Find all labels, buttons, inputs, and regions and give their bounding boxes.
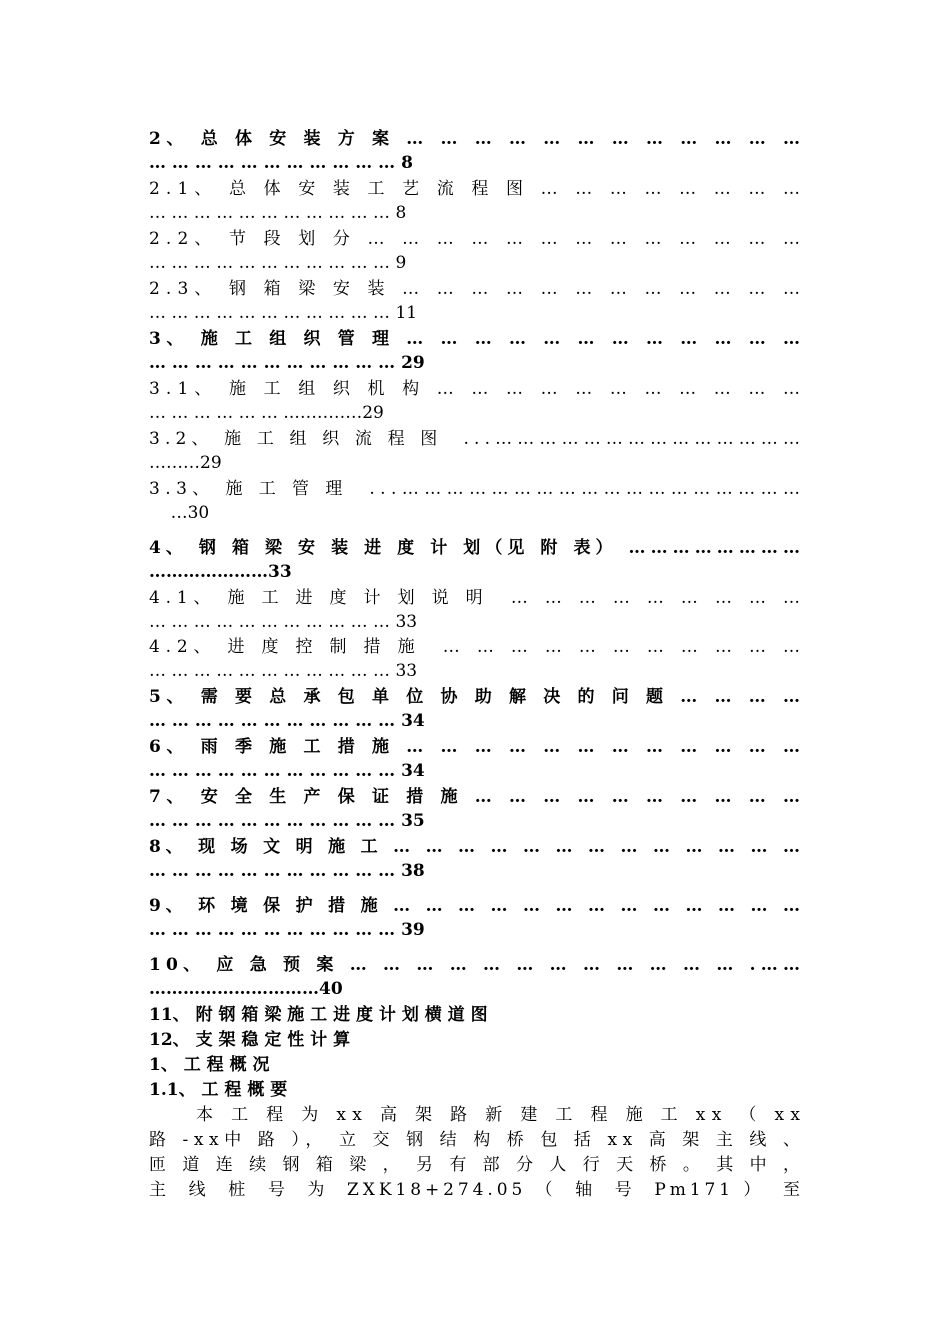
toc-entry-page: … … … … … … … … … … … 33	[149, 661, 418, 681]
toc-entry-page: ………29	[149, 453, 222, 473]
toc-entry-page: … … … … … … … … … … … 8	[149, 153, 413, 173]
toc-entry-title: 8、 现 场 文 明 施 工 … … … … … … … … … … … … …	[149, 837, 805, 857]
toc-entry-page: … … … … … … … … … … … 8	[149, 203, 407, 223]
paragraph-line: 主 线 桩 号 为 ZXK18+274.05 （ 轴 号 Pm171 ） 至	[149, 1180, 804, 1200]
toc-entry-page: … … … … … … … … … … … 29	[149, 353, 425, 373]
toc-entry-title: 6、 雨 季 施 工 措 施 … … … … … … … … … … … …	[149, 737, 806, 757]
toc-entry-page: … … … … … … … … … … … 34	[149, 761, 425, 781]
toc-entry-title: 2.3、 钢 箱 梁 安 装 … … … … … … … … … … … …	[149, 279, 807, 299]
section-heading: 1、 工 程 概 况	[149, 1055, 270, 1075]
toc-entry-title: 2.2、 节 段 划 分 … … … … … … … … … … … … …	[149, 229, 807, 249]
toc-entry-title: 7、 安 全 生 产 保 证 措 施 … … … … … … … … … …	[149, 787, 806, 807]
paragraph-line: 路 -xx中 路 ）， 立 交 钢 结 构 桥 包 括 xx 高 架 主 线 、	[149, 1130, 806, 1150]
toc-entry-page: … … … … … … … … … … … 38	[149, 861, 425, 881]
toc-entry-page: … … … … … … … … … … … 39	[149, 920, 425, 940]
toc-entry-page: … … … … … … ..…………29	[149, 403, 384, 423]
toc-entry-page: … … … … … … … … … … … 11	[149, 303, 418, 323]
toc-entry-title: 4.2、 进 度 控 制 措 施 … … … … … … … … … … …	[149, 637, 806, 657]
toc-entry-page: …………………………40	[149, 979, 343, 999]
toc-entry-title: 4、 钢 箱 梁 安 装 进 度 计 划（见 附 表） ……………………	[149, 538, 806, 558]
toc-entry-title: 12、 支 架 稳 定 性 计 算	[149, 1030, 351, 1050]
toc-entry-title: 11、 附 钢 箱 梁 施 工 进 度 计 划 横 道 图	[149, 1005, 488, 1025]
toc-entry-title: 10、 应 急 预 案 … … … … … … … … … … … … .……	[149, 955, 806, 975]
toc-entry-title: 3.2、 施 工 组 织 流 程 图 ...……………………………………	[149, 429, 806, 449]
toc-entry-page: … … … … … … … … … … … 33	[149, 612, 418, 632]
toc-entry-page: …………………33	[149, 562, 292, 582]
toc-entry-title: 3.3、 施 工 管 理 ...………………………………………………	[149, 479, 806, 499]
toc-entry-title: 3.1、 施 工 组 织 机 构 … … … … … … … … … … …	[149, 379, 807, 399]
toc-entry-title: 3、 施 工 组 织 管 理 … … … … … … … … … … … …	[149, 329, 806, 349]
toc-entry-page: … … … … … … … … … … … 9	[149, 253, 407, 273]
section-heading: 1.1、 工 程 概 要	[149, 1080, 288, 1100]
toc-entry-title: 4.1、 施 工 进 度 计 划 说 明 … … … … … … … … …	[149, 588, 806, 608]
toc-entry-title: 9、 环 境 保 护 措 施 … … … … … … … … … … … … …	[149, 896, 805, 916]
toc-entry-title: 5、 需 要 总 承 包 单 位 协 助 解 决 的 问 题 … … … …	[149, 687, 806, 707]
toc-entry-page: … … … … … … … … … … … 35	[149, 811, 425, 831]
toc-entry-page: … … … … … … … … … … … 34	[149, 711, 425, 731]
paragraph-line: 本 工 程 为 xx 高 架 路 新 建 工 程 施 工 xx （ xx	[149, 1105, 807, 1125]
toc-entry-title: 2、 总 体 安 装 方 案 … … … … … … … … … … … …	[149, 129, 806, 149]
toc-entry-page: …30	[149, 503, 210, 523]
toc-entry-title: 2.1、 总 体 安 装 工 艺 流 程 图 … … … … … … … …	[149, 179, 807, 199]
paragraph-line: 匝 道 连 续 钢 箱 梁 ， 另 有 部 分 人 行 天 桥 。 其 中 ，	[149, 1155, 806, 1175]
